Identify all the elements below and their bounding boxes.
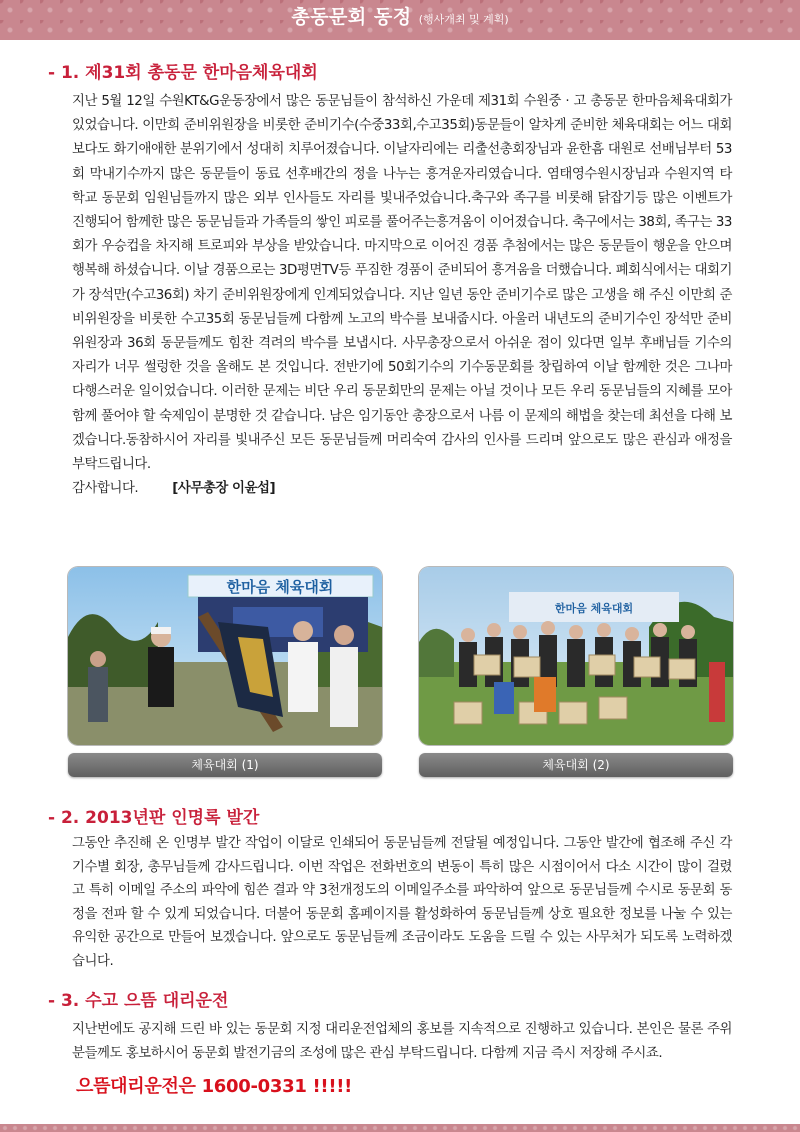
section-3-body: 지난번에도 공지해 드린 바 있는 동문회 지정 대리운전업체의 홍보를 지속적으로 진행하고 있습니다. 본인은 물론 주위분들께도 홍보하시어 동문회 발전기금의 조성에 많은 관심 부탁드립니다. 다함께 지금 즉시 저장해 주시죠. [72,1022,732,1062]
footer-band [0,1124,800,1132]
section-2-heading: - 2. 2013년판 인명록 발간 [48,808,260,828]
photo-2-caption: 체육대회 (2) [419,753,733,777]
section-1-closing: 감사합니다. [72,481,139,497]
section-1-body [72,90,732,501]
section-1-text: 지난 5월 12일 수원KT&G운동장에서 많은 동문님들이 참석하신 가운데 제31회 수원중 · 고 총동문 한마음체육대회가 있었습니다. 이만희 준비위원장을 비롯한 준비기수(수중33회,수고35회)동문들이 알차게 준비한 체육대회는 어느 대회보다도 화기애애한 분위기에서 성대히 치루어졌습니다. 이날자리에는 리출선총회장님과 윤한흠 대원로 선배님부터 53회 막내기수까지 많은 동문들이 동료 선후배간의 정을 나누는 흥겨운자리였습니다. 염태영수원시장님과 수원지역 타 학교 동문회 임원님들까지 많은 외부 인사들도 자리를 빛내주었습니다.축구와 족구를 비롯해 닭잡기등 많은 이벤트가 진행되어 함께한 많은 동문님들과 가족들의 쌓인 피로를 풀어주는흥겨움이 이어졌습니다. 축구에서는 38회, 족구는 33회가 우승컵을 차지해 트로피와 부상을 받았습니다. 마지막으로 이어진 경품 추첨에서는 많은 동문들이 행운을 안으며 행복해 하셨습니다. 이날 경품으로는 3D평면TV등 푸짐한 경품이 준비되어 흥겨움을 더했습니다. 폐회식에서는 대회기가 장석만(수고36회) 차기 준비위원장에게 인계되었습니다. 지난 일년 동안 준비기수로 많은 고생을 해 주신 이만희 준비위원장을 비롯한 수고35회 동문님들께 다함께 노고의 박수를 보내줍시다. 아울러 내년도의 준비기수인 장석만 준비위원장과 36회 동문들께도 힘찬 격려의 박수를 보냅시다. 사무총장으로서 아쉬운 점이 있다면 일부 후배님들 기수의 자리가 너무 썰렁한 것을 올해도 본 것입니다. 전반기에 50회기수의 기수동문회를 창립하여 이날 함께한 것은 그나마 다행스러운 일이었습니다. 이러한 문제는 비단 우리 동문회만의 문제는 아닐 것이나 모든 우리 동문님들의 지혜를 모아 함께 풀어야 할 숙제임이 분명한 것 같습니다. 남은 임기동안 총장으로서 나름 이 문제의 해법을 찾는데 최선을 다해 보겠습니다.동참하시어 자리를 빛내주신 모든 동문님들께 머리숙여 감사의 인사를 드리며 앞으로도 많은 관심과 애정을 부탁드립니다. [72,94,732,473]
page-title: 총동문회 동정 [291,6,412,28]
page-subtitle: (행사개최 및 계획) [418,13,509,26]
photo-1-banner-text: 한마음 체육대회 [226,578,334,596]
photo-2-banner-text: 한마음 체육대회 [554,602,634,615]
hotline-number: 으뜸대리운전은 1600-0331 !!!!! [76,1076,353,1097]
section-3-heading: - 3. 수고 으뜸 대리운전 [48,991,229,1011]
header-banner [0,0,800,40]
section-2-body: 그동안 추진해 온 인명부 발간 작업이 이달로 인쇄되어 동문님들께 전달될 예정입니다. 그동안 발간에 협조해 주신 각 기수별 회장, 총무님들께 감사드립니다. 이번 작업은 전화번호의 변동이 특히 많은 시점이어서 다소 시간이 많이 걸렸고 특히 이메일 주소의 파악에 힘쓴 결과 약 3천개정도의 이메일주소를 파악하여 앞으로 동문님들께 수시로 동문회 동정을 전파 할 수 있게 되었습니다. 더불어 동문회 홈페이지를 활성화하여 동문님들께 상호 필요한 정보를 나눌 수 있는 유익한 공간으로 만들어 보겠습니다. 앞으로도 동문님들께 조금이라도 도움을 드릴 수 있는 사무처가 되도록 노력하겠습니다. [72,836,732,969]
signature: [사무총장 이윤섭] [172,481,276,497]
photo-sports-day-2 [419,567,733,745]
photo-1-caption: 체육대회 (1) [68,753,382,777]
section-1-heading: - 1. 제31회 총동문 한마음체육대회 [48,63,318,83]
photo-sports-day-1 [68,567,382,745]
